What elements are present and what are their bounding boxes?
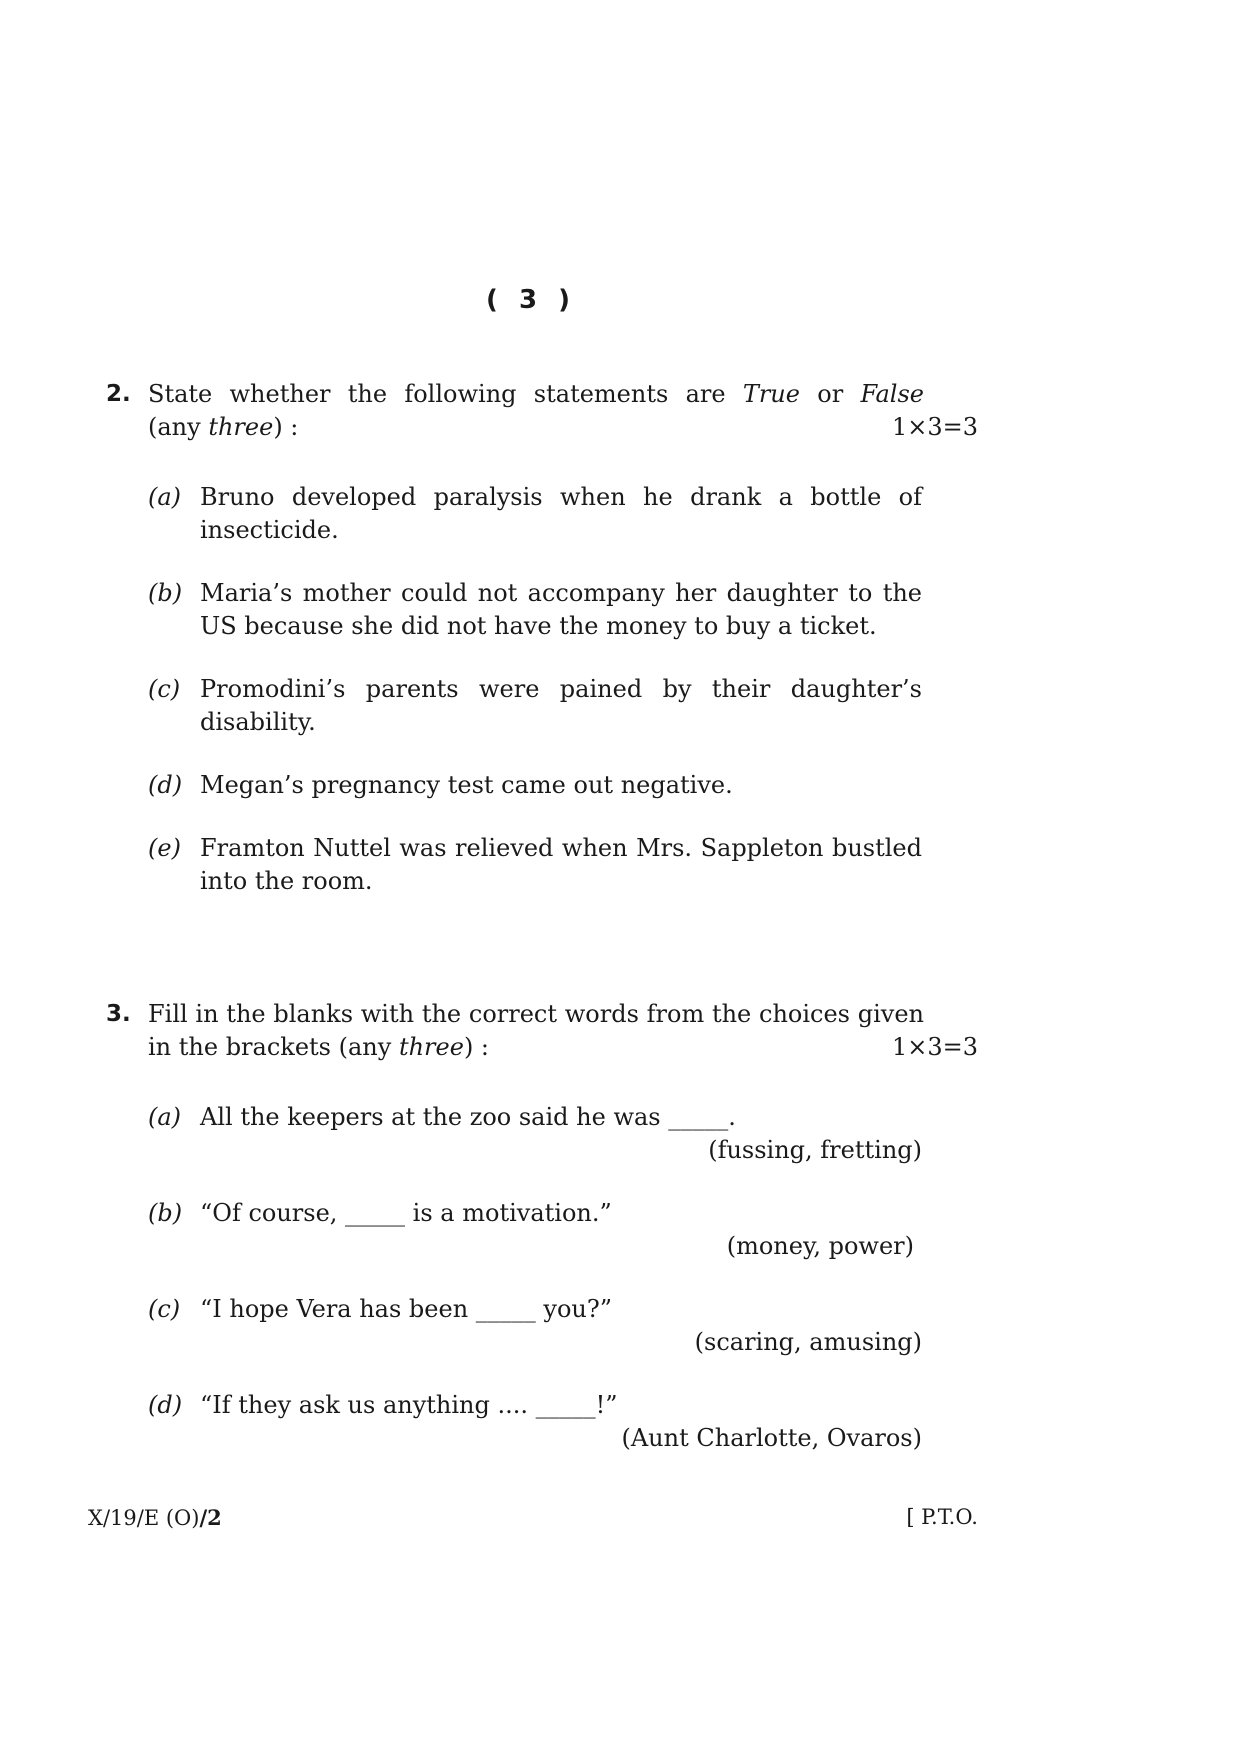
- statement-item: [148, 832, 978, 898]
- stem-any: (any: [148, 413, 201, 441]
- item-text: Promodini’s parents were pained by their daughter’s disability.: [200, 675, 922, 736]
- blank-item: [148, 1197, 978, 1263]
- false-word: False: [860, 380, 924, 408]
- stem-line-2: [148, 411, 978, 444]
- item-text: “Of course, _____ is a motivation.”: [200, 1199, 612, 1227]
- stem-three: three: [398, 1033, 464, 1061]
- stem-colon: ) :: [273, 413, 299, 441]
- question-number: 3.: [106, 1001, 131, 1027]
- statement-item: [148, 481, 978, 547]
- statement-item: [148, 673, 978, 739]
- item-text: “I hope Vera has been _____ you?”: [200, 1295, 613, 1323]
- question-2: [106, 378, 978, 898]
- stem-line-1: Fill in the blanks with the correct words from the choices given: [148, 1000, 924, 1028]
- item-label: (a): [148, 1103, 182, 1131]
- blank-item: [148, 1293, 978, 1359]
- blank-item: [148, 1101, 978, 1167]
- item-choices: (money, power): [726, 1232, 914, 1260]
- item-text: Framton Nuttel was relieved when Mrs. Sappleton bustled into the room.: [200, 834, 922, 895]
- item-label: (b): [148, 579, 183, 607]
- item-text: All the keepers at the zoo said he was _____.: [200, 1103, 736, 1131]
- item-label: (d): [148, 771, 183, 799]
- stem-line-2: [148, 1031, 978, 1064]
- or-word: or: [817, 380, 844, 408]
- pto-label: [ P.T.O.: [906, 1505, 978, 1529]
- item-label: (a): [148, 483, 182, 511]
- item-text: “If they ask us anything .... _____!”: [200, 1391, 618, 1419]
- stem-line-1: [148, 378, 924, 411]
- marks: 1×3=3: [891, 413, 978, 441]
- question-number: 2.: [106, 381, 131, 407]
- question-3: [106, 998, 978, 1455]
- blank-item: [148, 1389, 978, 1455]
- item-label: (b): [148, 1199, 183, 1227]
- paper-code-text: X/19/E (O): [88, 1506, 200, 1530]
- stem-three: three: [208, 413, 274, 441]
- question-stem: [148, 998, 978, 1064]
- item-label: (d): [148, 1391, 183, 1419]
- stem-text: in the brackets (any: [148, 1033, 392, 1061]
- stem-text: State whether the following statements are: [148, 380, 726, 408]
- true-word: True: [742, 380, 800, 408]
- question-stem: [148, 378, 978, 444]
- item-text: Maria’s mother could not accompany her daughter to the US because she did not have the money to buy a ticket.: [200, 579, 922, 640]
- item-label: (c): [148, 1295, 181, 1323]
- item-choices: (Aunt Charlotte, Ovaros): [621, 1424, 922, 1452]
- item-choices: (fussing, fretting): [708, 1136, 922, 1164]
- item-choices: (scaring, amusing): [694, 1328, 922, 1356]
- page-number: ( 3 ): [486, 285, 576, 315]
- marks: 1×3=3: [891, 1033, 978, 1061]
- item-label: (c): [148, 675, 181, 703]
- paper-code-bold: /2: [199, 1505, 222, 1530]
- item-label: (e): [148, 834, 181, 862]
- statement-item: [148, 769, 978, 802]
- paper-code: [88, 1505, 222, 1530]
- stem-colon: ) :: [463, 1033, 490, 1061]
- item-text: Megan’s pregnancy test came out negative.: [200, 771, 733, 799]
- page-footer: [88, 1505, 978, 1530]
- statement-item: [148, 577, 978, 643]
- item-text: Bruno developed paralysis when he drank a bottle of insecticide.: [200, 483, 922, 544]
